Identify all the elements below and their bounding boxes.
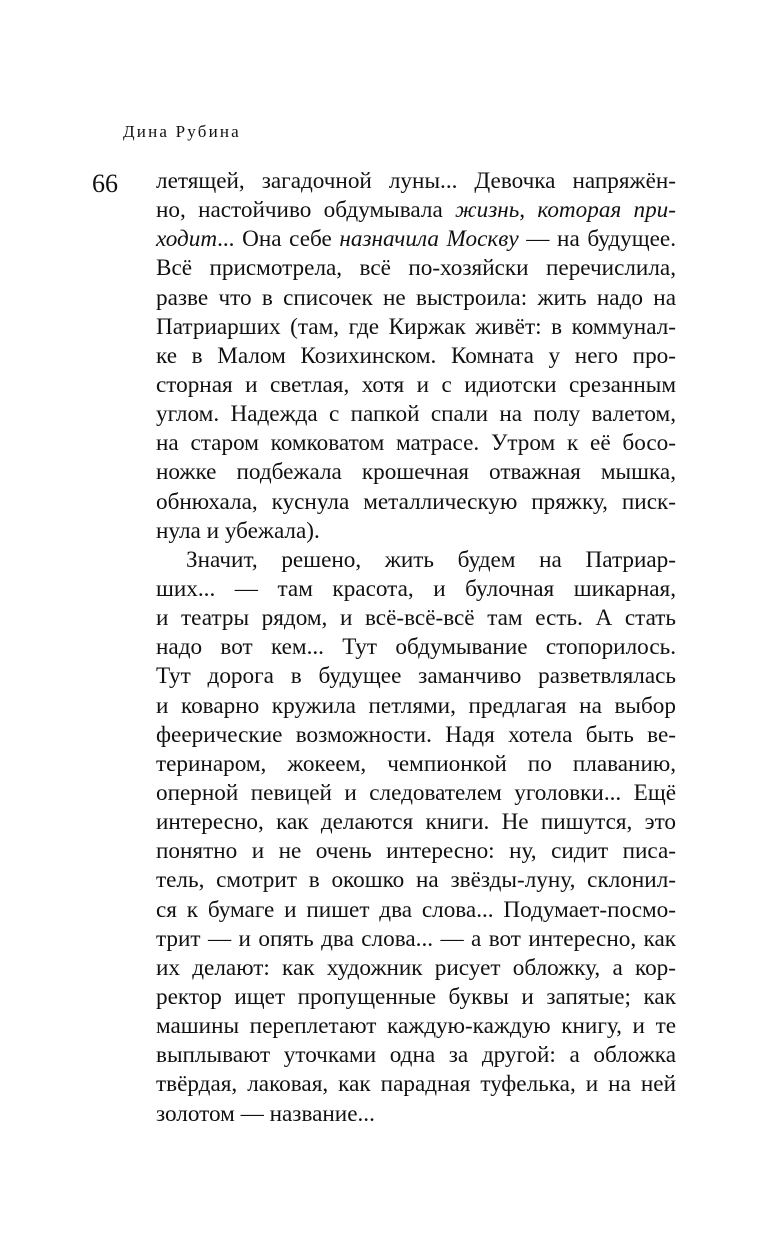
text-segment: оперной певицей и следователем уголовки... Ещё (156, 779, 676, 806)
text-segment: понятно и не очень интересно: ну, сидит писа- (156, 838, 676, 865)
text-line (156, 458, 676, 487)
text-line (156, 342, 676, 371)
running-head: Дина Рубина (123, 122, 241, 141)
text-segment: ся к бумаге и пишет два слова... Подумает-посмо- (156, 896, 676, 923)
text-segment: трит — и опять два слова... — а вот интересно, как (156, 925, 676, 952)
text-line (156, 254, 676, 283)
text-segment: выплывают уточками одна за другой: а обложка (156, 1042, 676, 1069)
page-number: 66 (92, 169, 118, 198)
text-segment: твёрдая, лаковая, как парадная туфелька, и на ней (156, 1071, 676, 1098)
text-segment: ректор ищет пропущенные буквы и запятые; как (156, 983, 676, 1010)
text-line (156, 196, 676, 225)
text-line (156, 1012, 676, 1041)
text-line (156, 633, 676, 662)
text-line (156, 779, 676, 808)
text-line (156, 429, 676, 458)
text-segment: — на будущее. (518, 226, 677, 253)
text-segment: сторная и светлая, хотя и с идиотски срезанным (156, 371, 676, 398)
text-line (156, 284, 676, 313)
text-line (156, 896, 676, 925)
text-segment: Тут дорога в будущее заманчиво разветвлялась (156, 663, 676, 690)
text-segment: Патриарших (там, где Киржак живёт: в коммунал- (156, 313, 676, 340)
italic-text: назначила Москву (339, 226, 519, 253)
text-line (156, 604, 676, 633)
text-line (156, 954, 676, 983)
text-line (156, 546, 676, 575)
text-line (156, 488, 676, 517)
text-segment: Значит, решено, жить будем на Патриар- (186, 546, 676, 573)
text-segment: ножке подбежала крошечная отважная мышка, (156, 459, 676, 486)
text-line (156, 371, 676, 400)
text-segment: обнюхала, куснула металлическую пряжку, писк- (156, 488, 676, 515)
text-segment: феерические возможности. Надя хотела быть ве- (156, 721, 676, 748)
text-line (156, 1041, 676, 1070)
text-line (156, 1100, 676, 1129)
text-segment: летящей, загадочной луны... Девочка напряжён- (156, 168, 676, 194)
text-segment: теринаром, жокеем, чемпионкой по плаванию, (156, 750, 676, 777)
text-segment: но, настойчиво обдумывала (156, 197, 456, 224)
text-line (156, 721, 676, 750)
italic-text: ходит (156, 226, 218, 253)
italic-text: жизнь, которая при- (455, 197, 676, 224)
text-segment: разве что в списочек не выстроила: жить надо на (156, 284, 676, 311)
text-segment: ших... — там красота, и булочная шикарная, (156, 575, 676, 602)
text-line (156, 925, 676, 954)
text-line (156, 575, 676, 604)
text-segment: углом. Надежда с папкой спали на полу валетом, (156, 401, 676, 428)
text-line (156, 400, 676, 429)
text-line (156, 225, 676, 254)
body-text (156, 167, 676, 1129)
text-line (156, 866, 676, 895)
text-line (156, 750, 676, 779)
text-segment: машины переплетают каждую-каждую книгу, и те (156, 1013, 676, 1040)
text-line (156, 517, 676, 546)
text-segment: ... Она себе (217, 226, 340, 253)
text-line (156, 1070, 676, 1099)
text-segment: нула и убежала). (156, 517, 320, 544)
text-line (156, 983, 676, 1012)
text-line (156, 167, 676, 196)
text-segment: интересно, как делаются книги. Не пишутся, это (156, 809, 676, 836)
text-segment: Всё присмотрела, всё по-хозяйски перечислила, (156, 255, 676, 282)
text-segment: надо вот кем... Тут обдумывание стопорилось. (156, 634, 676, 661)
text-line (156, 837, 676, 866)
text-segment: ке в Малом Козихинском. Комната у него про- (156, 342, 676, 369)
text-segment: и театры рядом, и всё-всё-всё там есть. А стать (156, 605, 676, 632)
text-segment: их делают: как художник рисует обложку, а кор- (156, 954, 676, 981)
text-segment: на старом комковатом матрасе. Утром к её босо- (156, 430, 676, 457)
text-line (156, 313, 676, 342)
text-line (156, 808, 676, 837)
text-segment: золотом — название... (156, 1100, 375, 1127)
text-line (156, 662, 676, 691)
text-segment: тель, смотрит в окошко на звёзды-луну, склонил- (156, 867, 676, 894)
text-line (156, 692, 676, 721)
text-segment: и коварно кружила петлями, предлагая на выбор (156, 692, 676, 719)
